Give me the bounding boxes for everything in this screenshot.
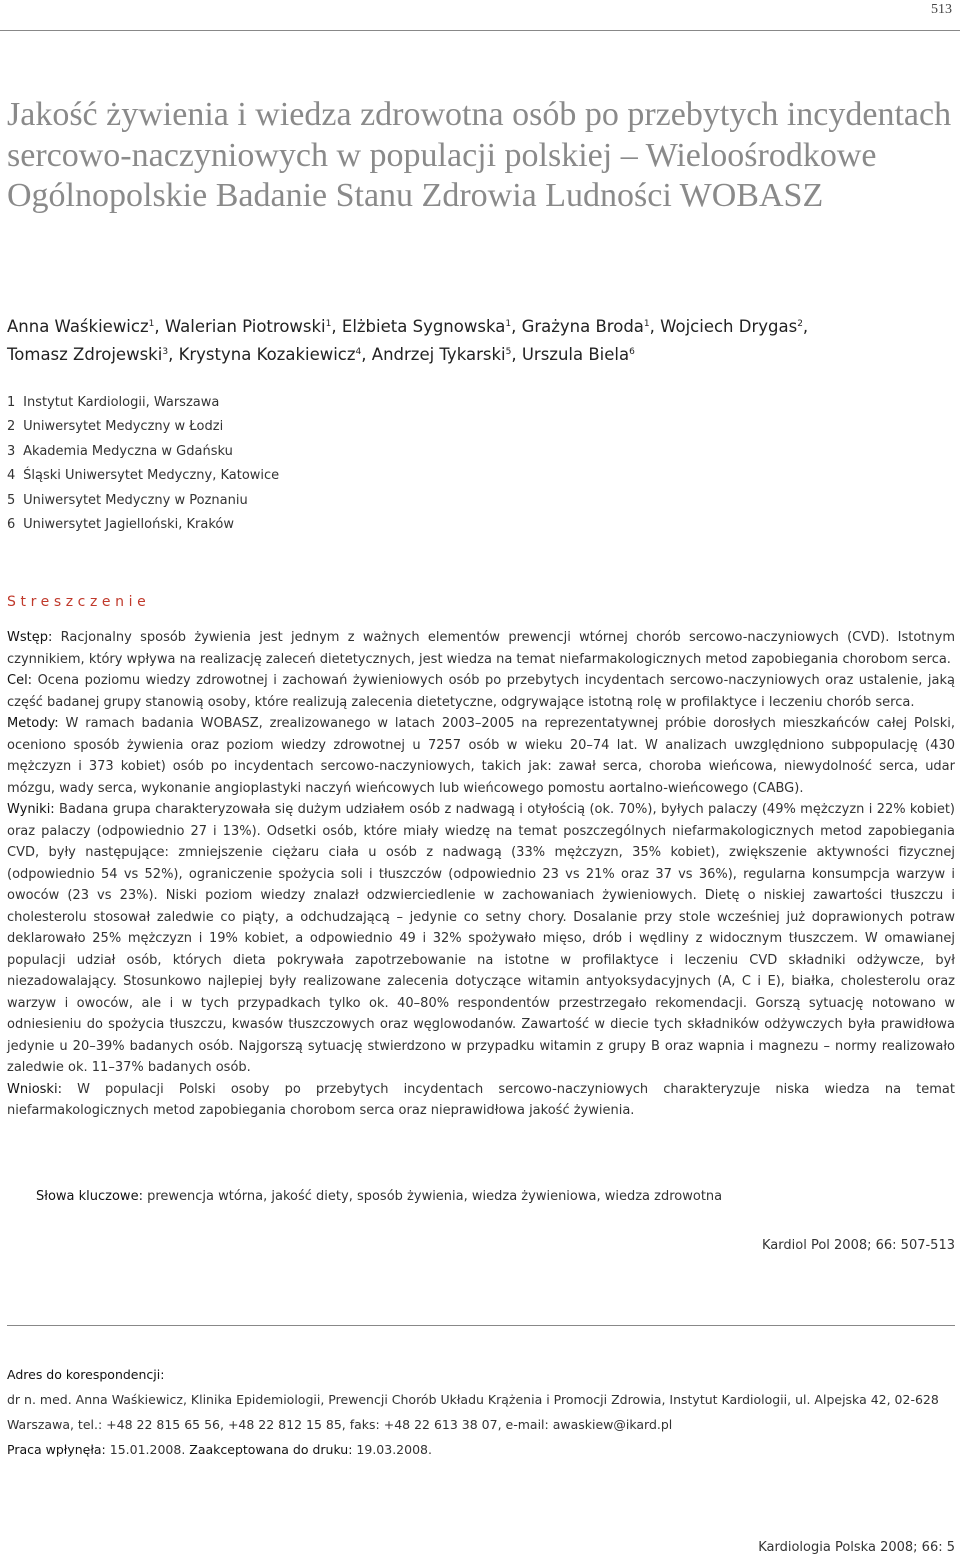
author-name: Andrzej Tykarski (371, 345, 506, 364)
correspondence-label: Adres do korespondencji: (7, 1367, 165, 1382)
affiliation-text: Uniwersytet Jagielloński, Kraków (23, 517, 235, 533)
author-affiliation-mark: 1 (148, 319, 155, 329)
author-affiliation-mark: 6 (629, 347, 635, 357)
affiliation-text: Uniwersytet Medyczny w Łodzi (23, 419, 224, 435)
affiliation-item (7, 489, 907, 513)
introduction-text: Racjonalny sposób żywienia jest jednym z ważnych elementów prewencji wtórnej chorób sercowo-naczyniowych (CVD). Istotnym czynnikiem, który wpływa na realizację zaleceń dietetycznych, jest wiedza na temat niefarmakologicznych metod zapobiegania chorobom serca. (7, 630, 955, 667)
journal-citation: Kardiol Pol 2008; 66: 507-513 (762, 1238, 955, 1253)
affiliation-text: Akademia Medyczna w Gdańsku (23, 443, 233, 459)
received-label: Praca wpłynęła: (7, 1442, 106, 1457)
author-name: Anna Waśkiewicz (7, 317, 149, 336)
keywords (36, 1186, 956, 1208)
affiliation-text: Uniwersytet Medyczny w Poznaniu (23, 492, 248, 508)
accepted-label: Zaakceptowana do druku: (189, 1442, 353, 1457)
journal-footer: Kardiologia Polska 2008; 66: 5 (758, 1540, 955, 1555)
author-affiliation-mark: 1 (325, 319, 332, 329)
author-affiliation-mark: 1 (643, 319, 650, 329)
author-name: Grażyna Broda (521, 317, 644, 336)
aim-text: Ocena poziomu wiedzy zdrowotnej i zachowań żywieniowych osób po przebytych incydentach sercowo-naczyniowych oraz ustalenie, jaką część badanej grupy stanowią osoby, które realizują zalecenia dietetyczne, odgrywające istotną rolę w profilaktyce i leczeniu chorób serca. (7, 673, 955, 710)
affiliation-number: 6 (7, 517, 16, 533)
results-label: Wyniki: (7, 802, 55, 817)
abstract-paragraph-results (7, 799, 955, 1079)
author-affiliation-mark: 4 (355, 347, 362, 357)
keywords-label: Słowa kluczowe: (36, 1189, 143, 1204)
affiliation-number: 3 (7, 443, 16, 459)
affiliation-item (7, 391, 907, 415)
affiliation-list (7, 391, 907, 537)
affiliation-text: Instytut Kardiologii, Warszawa (23, 395, 220, 410)
affiliation-item (7, 464, 907, 488)
abstract-paragraph-methods (7, 713, 955, 799)
top-divider (0, 30, 960, 31)
author-affiliation-mark: 3 (162, 347, 169, 357)
affiliation-text: Śląski Uniwersytet Medyczny, Katowice (23, 468, 280, 484)
abstract-paragraph-introduction (7, 627, 955, 670)
correspondence-block (7, 1362, 957, 1462)
submission-dates (7, 1437, 957, 1462)
correspondence-address: dr n. med. Anna Waśkiewicz, Klinika Epidemiologii, Prewencji Chorób Układu Krążenia i Promocji Zdrowia, Instytut Kardiologii, ul. Alpejska 42, 02-628 Warszawa, tel.: +48 22 815 65 56, +48 22 812 15 85, faks: +48 22 613 38 07, e-mail: awaskiew@ikard.pl (7, 1392, 939, 1432)
accepted-date: 19.03.2008. (352, 1442, 432, 1457)
page-number: 513 (931, 2, 952, 17)
abstract-heading: Streszczenie (7, 594, 151, 610)
author-name: Urszula Biela (521, 345, 630, 364)
author-name: Elżbieta Sygnowska (341, 317, 506, 336)
abstract-paragraph-conclusions (7, 1079, 955, 1122)
author-name: Krystyna Kozakiewicz (178, 345, 356, 364)
article-title: Jakość żywienia i wiedza zdrowotna osób po przebytych incydentach sercowo-naczyniowych w populacji polskiej – Wieloośrodkowe Ogólnopolskie Badanie Stanu Zdrowia Ludności WOBASZ (7, 96, 952, 214)
affiliation-item (7, 440, 907, 464)
author-list: Anna Waśkiewicz$^1$, Walerian Piotrowski$^1$, Elżbieta Sygnowska$^1$, Grażyna Broda$^1$, Wojciech Drygas$^2$, Tomasz Zdrojewski$^3$, Krystyna Kozakiewicz$^4$, Andrzej Tykarski$^5$, Urszula Biela$^6$ (7, 317, 809, 364)
received-date: 15.01.2008. (105, 1442, 190, 1457)
affiliation-number: 5 (7, 492, 16, 508)
footer-divider (7, 1325, 955, 1326)
author-name: Tomasz Zdrojewski (7, 345, 163, 364)
author-name: Wojciech Drygas (660, 317, 798, 336)
abstract-body (7, 627, 955, 1122)
conclusions-text: W populacji Polski osoby po przebytych incydentach sercowo-naczyniowych charakteryzuje niska wiedza na temat niefarmakologicznych metod zapobiegania chorobom serca oraz nieprawidłowa jakość żywienia. (7, 1081, 955, 1118)
author-affiliation-mark: 1 (505, 319, 512, 329)
methods-label: Metody: (7, 716, 59, 731)
author-affiliation-mark: 2 (797, 319, 803, 329)
keywords-text: prewencja wtórna, jakość diety, sposób żywienia, wiedza żywieniowa, wiedza zdrowotna (142, 1189, 723, 1204)
abstract-paragraph-aim (7, 670, 955, 713)
methods-text: W ramach badania WOBASZ, zrealizowanego w latach 2003–2005 na reprezentatywnej próbie dorosłych mieszkańców całej Polski, oceniono sposób żywienia oraz poziom wiedzy zdrowotnej u 7257 osób w wieku 20–74 lat. W analizach uwzględniono subpopulację (430 mężczyzn i 373 kobiet) osób po incydentach sercowo-naczyniowych, takich jak: zawał serca, choroba wieńcowa, niewydolność serca, udar mózgu, wady serca, wykonanie angioplastyki naczyń wieńcowych lub wieńcowego pomostu aortalno-wieńcowego (CABG). (7, 716, 955, 796)
affiliation-number: 4 (7, 468, 16, 484)
affiliation-number: 1 (7, 395, 16, 410)
affiliation-item (7, 415, 907, 439)
author-affiliation-mark: 5 (505, 347, 512, 357)
introduction-label: Wstęp: (7, 630, 53, 645)
aim-label: Cel: (7, 673, 33, 688)
affiliation-item (7, 513, 907, 537)
conclusions-label: Wnioski: (7, 1081, 62, 1097)
affiliation-number: 2 (7, 419, 16, 435)
author-name: Walerian Piotrowski (164, 317, 326, 336)
results-text: Badana grupa charakteryzowała się dużym udziałem osób z nadwagą i otyłością (ok. 70%), byłych palaczy (49% mężczyzn i 22% kobiet) oraz palaczy (odpowiednio 27 i 13%). Odsetki osób, które miały wiedzę na temat poszczególnych niefarmakologicznych metod zapobiegania CVD, były następujące: zmniejszenie ciężaru ciała u osób z nadwagą (33% mężczyzn, 35% kobiet), zwiększenie aktywności fizycznej (odpowiednio 54 vs 52%), ograniczenie spożycia soli i tłuszczów (odpowiednio 23 vs 21% oraz 37 vs 36%), regularna konsumpcja warzyw i owoców (23 vs 23%). Niski poziom wiedzy znalazł odzwierciedlenie w zachowaniach żywieniowych. Dietę o niskiej zawartości tłuszczu i cholesterolu stosował zaledwie co piąty, a odchudzającą – jedynie co setny chory. Dosalanie przy stole wcześniej już doprawionych potraw deklarowało 25% mężczyzn i 19% kobiet, a odpowiednio 49 i 32% spożywało mięso, drób i wędliny z widocznym tłuszczem. W omawianej populacji udział osób, których dieta pokrywała zapotrzebowanie na istotne w profilaktyce i leczeniu CVD składniki odżywcze, był niezadowalający. Stosunkowo najlepiej były realizowane zalecenia dotyczące witamin antyoksydacyjnych (A, C i E), białka, cholesterolu oraz warzyw i owoców, ale i w tych przypadkach tylko ok. 40–80% respondentów przestrzegało rekomendacji. Gorszą sytuację notowano w odniesieniu do spożycia tłuszczu, kwasów tłuszczowych oraz węglowodanów. Zawartość w diecie tych składników odżywczych była prawidłowa jedynie u 20–39% badanych osób. Najgorszą sytuację stwierdzono w przypadku witamin z grupy B oraz wapnia i magnezu – normy realizowało zaledwie ok. 11–37% badanych osób. (7, 802, 955, 1075)
